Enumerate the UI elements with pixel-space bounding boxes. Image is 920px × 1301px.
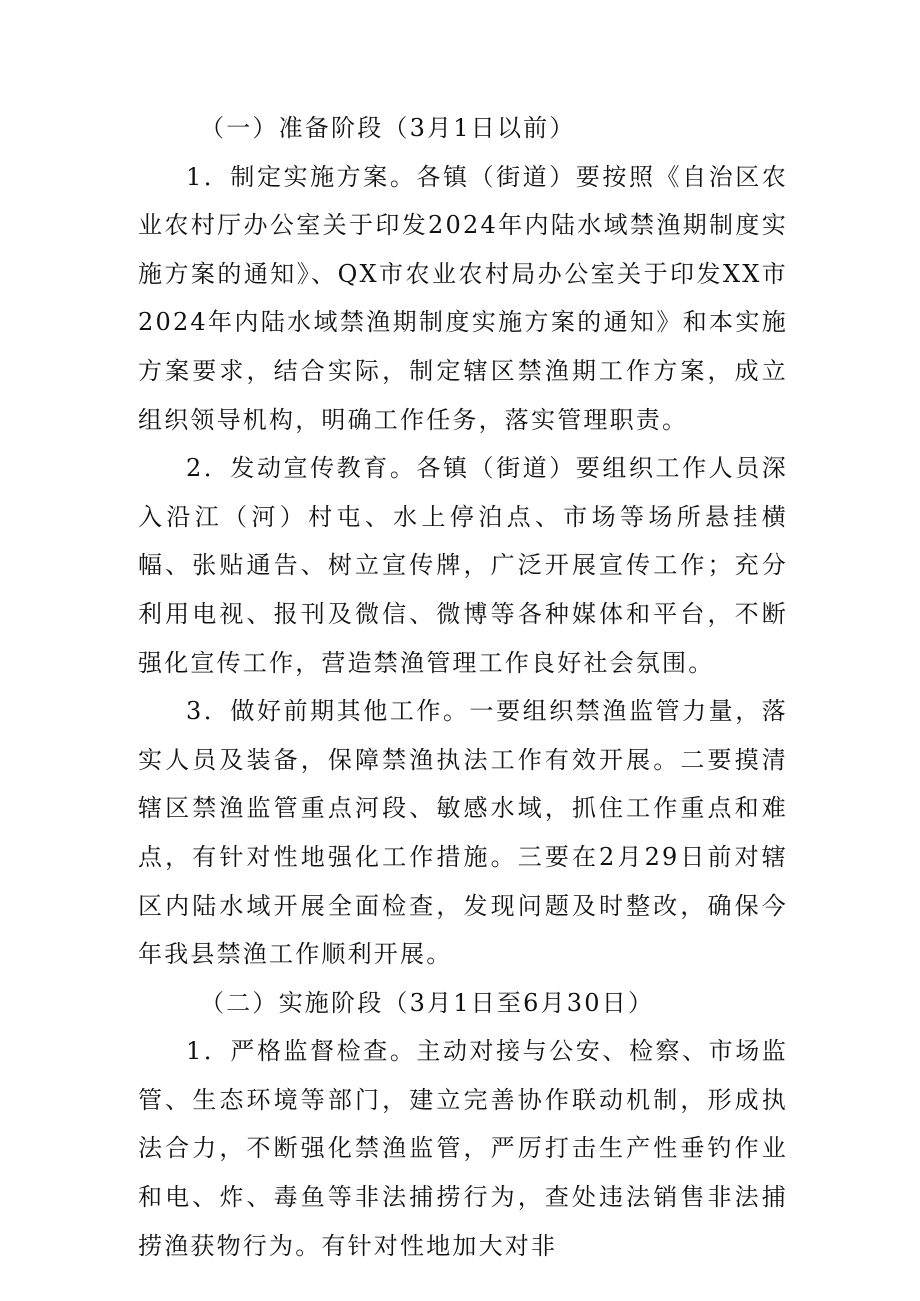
section-2-heading: （二）实施阶段（3月1日至6月30日）: [200, 988, 655, 1017]
section-2-item-1: 1．严格监督检查。主动对接与公安、检察、市场监管、生态环境等部门，建立完善协作联动机制，形成执法合力，不断强化禁渔监管，严厉打击生产性垂钓作业和电、炸、毒鱼等非法捕捞行为，查处违法销售非法捕捞渔获物行为。有针对性地加大对非: [138, 1037, 788, 1260]
section-1-item-1: 1．制定实施方案。各镇（街道）要按照《自治区农业农村厅办公室关于印发2024年内陆水域禁渔期制度实施方案的通知》、QX市农业农村局办公室关于印发XX市2024年内陆水域禁渔期制度实施方案的通知》和本实施方案要求，结合实际，制定辖区禁渔期工作方案，成立组织领导机构，明确工作任务，落实管理职责。: [138, 162, 788, 434]
section-1-item-2: 2．发动宣传教育。各镇（街道）要组织工作人员深入沿江（河）村屯、水上停泊点、市场等场所悬挂横幅、张贴通告、树立宣传牌，广泛开展宣传工作；充分利用电视、报刊及微信、微博等各种媒体和平台，不断强化宣传工作，营造禁渔管理工作良好社会氛围。: [138, 454, 788, 677]
section-1-item-3: 3．做好前期其他工作。一要组织禁渔监管力量，落实人员及装备，保障禁渔执法工作有效开展。二要摸清辖区禁渔监管重点河段、敏感水域，抓住工作重点和难点，有针对性地强化工作措施。三要在2月29日前对辖区内陆水域开展全面检查，发现问题及时整改，确保今年我县禁渔工作顺利开展。: [138, 697, 788, 969]
section-1-heading: （一）准备阶段（3月1日以前）: [200, 114, 576, 142]
document-body: [138, 104, 788, 1270]
